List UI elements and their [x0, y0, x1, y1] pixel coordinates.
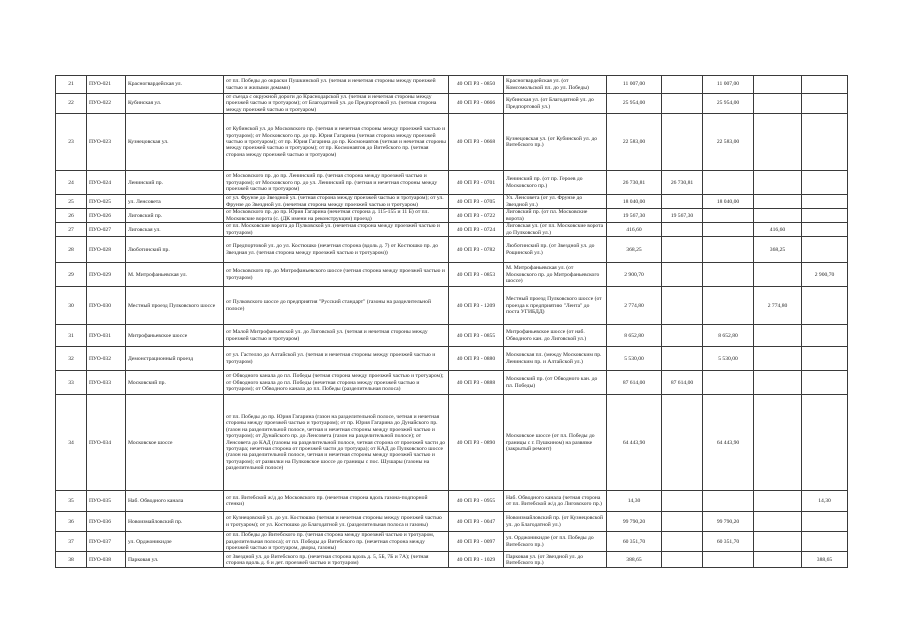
- row-number-cell: 28: [56, 237, 87, 263]
- row-number-cell: 22: [56, 94, 87, 114]
- total-area-cell: 416,60: [607, 223, 662, 237]
- area-category-3-cell: 368,25: [754, 237, 802, 263]
- area-category-2-cell: 18 040,00: [703, 195, 754, 209]
- row-code-cell: ПУО-037: [87, 532, 126, 552]
- total-area-cell: 14,30: [607, 491, 662, 512]
- road-name-cell: Лиговский пр.: [126, 209, 224, 223]
- registry-number-cell: 40 ОП РЗ - 0722: [449, 209, 504, 223]
- area-category-1-cell: [662, 263, 703, 287]
- area-category-4-cell: [802, 171, 848, 195]
- document-page: [55, 75, 847, 568]
- table-row: [56, 287, 848, 325]
- area-category-1-cell: [662, 94, 703, 114]
- road-name-cell: Люботинский пр.: [126, 237, 224, 263]
- row-code-cell: ПУО-024: [87, 171, 126, 195]
- area-category-2-cell: 5 530,00: [703, 347, 754, 371]
- area-category-2-cell: [703, 263, 754, 287]
- registry-number-cell: 40 ОП РЗ - 0890: [449, 395, 504, 491]
- registry-number-cell: 40 ОП РЗ - 0853: [449, 263, 504, 287]
- road-register-table: [55, 75, 848, 568]
- description-cell: от пл. Витебской ж/д до Московского пр. (нечетная сторона вдоль газона-подпорной стенки): [224, 491, 449, 512]
- registry-number-cell: 40 ОП РЗ - 0955: [449, 491, 504, 512]
- location-cell: Новоизмайловский пр. (от Кузнецовской ул. до Благодатной ул.): [504, 512, 607, 532]
- row-number-cell: 33: [56, 371, 87, 395]
- total-area-cell: 2 774,80: [607, 287, 662, 325]
- area-category-4-cell: [802, 237, 848, 263]
- description-cell: от Малой Митрофаньевской ул. до Лиговской ул. (четная и нечетная стороны между проезжей частью и тротуаром): [224, 325, 449, 347]
- area-category-3-cell: [754, 263, 802, 287]
- description-cell: от пл. Победы до Витебского пр. (четная сторона между проезжей частью и тротуаром, разделительная полоса); от пл. Победы до Витебского пр. (нечетная сторона между проезжей частью и тротуаром, дворы, газоны): [224, 532, 449, 552]
- registry-number-cell: 40 ОП РЗ - 0701: [449, 171, 504, 195]
- area-category-3-cell: [754, 347, 802, 371]
- location-cell: Местный проезд Пулковского шоссе (от проезда к предприятию "Лента" до поста УГИБДД): [504, 287, 607, 325]
- table-row: [56, 395, 848, 491]
- description-cell: от Московского пр. до пр. Юрия Гагарина (нечетная сторона д. 115-155 и 11 Б) от пл. Московские ворота (с. (ДК имени на реконструкции) проезд): [224, 209, 449, 223]
- table-row: [56, 237, 848, 263]
- area-category-4-cell: 14,30: [802, 491, 848, 512]
- table-row: [56, 347, 848, 371]
- row-code-cell: ПУО-027: [87, 223, 126, 237]
- area-category-1-cell: [662, 395, 703, 491]
- table-row: [56, 114, 848, 171]
- location-cell: Люботинский пр. (от Звездной ул. до Рощинской ул.): [504, 237, 607, 263]
- area-category-3-cell: [754, 171, 802, 195]
- row-number-cell: 25: [56, 195, 87, 209]
- registry-number-cell: 40 ОП РЗ - 0880: [449, 347, 504, 371]
- road-name-cell: Новоизмайловский пр.: [126, 512, 224, 532]
- table-row: [56, 512, 848, 532]
- road-name-cell: Местный проезд Пулковского шоссе: [126, 287, 224, 325]
- area-category-4-cell: 388,65: [802, 552, 848, 568]
- row-number-cell: 31: [56, 325, 87, 347]
- area-category-4-cell: [802, 114, 848, 171]
- total-area-cell: 8 652,80: [607, 325, 662, 347]
- location-cell: Парковая ул. (от Звездной ул. до Витебского пр.): [504, 552, 607, 568]
- area-category-2-cell: 25 954,00: [703, 94, 754, 114]
- registry-number-cell: 40 ОП РЗ - 0782: [449, 237, 504, 263]
- area-category-1-cell: 19 567,30: [662, 209, 703, 223]
- area-category-2-cell: 22 583,00: [703, 114, 754, 171]
- table-row: [56, 209, 848, 223]
- area-category-4-cell: [802, 532, 848, 552]
- total-area-cell: 25 954,00: [607, 94, 662, 114]
- area-category-2-cell: [703, 237, 754, 263]
- registry-number-cell: 40 ОП РЗ - 0705: [449, 195, 504, 209]
- row-code-cell: ПУО-022: [87, 94, 126, 114]
- road-name-cell: Кубинская ул.: [126, 94, 224, 114]
- road-name-cell: Лиговская ул.: [126, 223, 224, 237]
- row-code-cell: ПУО-034: [87, 395, 126, 491]
- registry-number-cell: 40 ОП РЗ - 0855: [449, 325, 504, 347]
- row-number-cell: 30: [56, 287, 87, 325]
- table-row: [56, 195, 848, 209]
- area-category-3-cell: [754, 371, 802, 395]
- road-name-cell: Наб. Обводного канала: [126, 491, 224, 512]
- area-category-1-cell: [662, 552, 703, 568]
- area-category-4-cell: [802, 371, 848, 395]
- description-cell: от Пулковского шоссе до предприятия "Русский стандарт" (газоны на разделительной полосе): [224, 287, 449, 325]
- area-category-4-cell: [802, 94, 848, 114]
- location-cell: Кубинская ул. (от Благодатной ул. до Предпортовой ул.): [504, 94, 607, 114]
- location-cell: М. Митрофаньевская ул. (от Московского пр. до Митрофаньевского шоссе): [504, 263, 607, 287]
- registry-number-cell: 40 ОП РЗ - 0666: [449, 94, 504, 114]
- area-category-3-cell: [754, 395, 802, 491]
- location-cell: Московское шоссе (от пл. Победы до границы с г. Пушкином) на развязке (закрытый ремонт): [504, 395, 607, 491]
- table-row: [56, 552, 848, 568]
- registry-number-cell: 40 ОП РЗ - 0888: [449, 371, 504, 395]
- area-category-2-cell: 64 443,90: [703, 395, 754, 491]
- total-area-cell: 87 614,00: [607, 371, 662, 395]
- description-cell: от ул. Гастелло до Алтайской ул. (четная и нечетная стороны между проезжей частью и тротуаром): [224, 347, 449, 371]
- row-number-cell: 35: [56, 491, 87, 512]
- row-code-cell: ПУО-023: [87, 114, 126, 171]
- total-area-cell: 5 530,00: [607, 347, 662, 371]
- table-row: [56, 325, 848, 347]
- total-area-cell: 19 567,30: [607, 209, 662, 223]
- road-name-cell: Кузнецовская ул.: [126, 114, 224, 171]
- road-name-cell: Московский пр.: [126, 371, 224, 395]
- area-category-3-cell: [754, 195, 802, 209]
- row-number-cell: 29: [56, 263, 87, 287]
- area-category-3-cell: [754, 532, 802, 552]
- row-number-cell: 26: [56, 209, 87, 223]
- area-category-1-cell: [662, 223, 703, 237]
- row-number-cell: 24: [56, 171, 87, 195]
- area-category-4-cell: 2 900,70: [802, 263, 848, 287]
- row-code-cell: ПУО-036: [87, 512, 126, 532]
- road-name-cell: ул. Ленсовета: [126, 195, 224, 209]
- area-category-2-cell: 99 790,20: [703, 512, 754, 532]
- description-cell: от Кубинской ул. до Московского пр. (четная и нечетная стороны между проезжей частью и тротуаром); от Московского пр. до пр. Юрия Гагарина (четная сторона между проезжей частью и тротуаром); от пр. Юрия Гагарина до пр. Космонавтов (четная и нечетная стороны между проезжей частью и тротуаром); от пр. Космонавтов до Витебского пр. (четная сторона между проезжей частью и тротуаром): [224, 114, 449, 171]
- area-category-2-cell: 60 351,70: [703, 532, 754, 552]
- row-code-cell: ПУО-021: [87, 76, 126, 94]
- road-name-cell: Красногвардейская ул.: [126, 76, 224, 94]
- table-row: [56, 94, 848, 114]
- table-row: [56, 371, 848, 395]
- area-category-4-cell: [802, 209, 848, 223]
- location-cell: Красногвардейская ул. (от Комсомольской пл. до ул. Победы): [504, 76, 607, 94]
- area-category-1-cell: [662, 532, 703, 552]
- area-category-1-cell: [662, 325, 703, 347]
- description-cell: от Звездной ул. до Витебского пр. (нечетная сторона вдоль д. 5, 5Б, 7Б и 7А); (четная сторона вдоль д. 6 и дет. проезжей частью и тротуаром): [224, 552, 449, 568]
- area-category-3-cell: [754, 209, 802, 223]
- table-row: [56, 532, 848, 552]
- area-category-2-cell: [703, 223, 754, 237]
- location-cell: Московский пр. (от Обводного кан. до пл. Победы): [504, 371, 607, 395]
- row-code-cell: ПУО-028: [87, 237, 126, 263]
- area-category-2-cell: [703, 209, 754, 223]
- total-area-cell: 11 007,00: [607, 76, 662, 94]
- area-category-3-cell: 2 774,80: [754, 287, 802, 325]
- location-cell: Московская пл. (между Московским пр. Ленинским пр. и Алтайской ул.): [504, 347, 607, 371]
- registry-number-cell: 40 ОП РЗ - 0047: [449, 512, 504, 532]
- area-category-1-cell: [662, 512, 703, 532]
- description-cell: от Кузнецовской ул. до ул. Костюшко (четная и нечетная стороны между проезжей частью и тротуаром); от ул. Костюшко до Благодатной ул. (разделительная полоса и газоны): [224, 512, 449, 532]
- row-code-cell: ПУО-038: [87, 552, 126, 568]
- description-cell: от пл. Победы до окраски Пушкинской ул. (четная и нечетная стороны между проезжей частью и жилыми домами): [224, 76, 449, 94]
- location-cell: Кузнецовская ул. (от Кубинской ул. до Витебского пр.): [504, 114, 607, 171]
- road-name-cell: Ленинский пр.: [126, 171, 224, 195]
- area-category-4-cell: [802, 512, 848, 532]
- total-area-cell: 388,65: [607, 552, 662, 568]
- area-category-3-cell: [754, 325, 802, 347]
- area-category-1-cell: [662, 347, 703, 371]
- description-cell: от Предпортовой ул. до ул. Костюшко (нечетная сторона (вдоль д. 7) от Костюшко пр. до Звездная ул. (четная сторона между проезжей частью и тротуаром)): [224, 237, 449, 263]
- registry-number-cell: 40 ОП РЗ - 1029: [449, 552, 504, 568]
- total-area-cell: 99 790,20: [607, 512, 662, 532]
- description-cell: от Обводного канала до пл. Победы (четная сторона между проезжей частью и тротуаром); от Обводного канала до пл. Победы (нечетная сторона между проезжей частью и тротуаром); от Обводного канала до пл. Победы (разделительная полоса): [224, 371, 449, 395]
- area-category-1-cell: 87 614,00: [662, 371, 703, 395]
- table-row: [56, 263, 848, 287]
- road-name-cell: Парковая ул.: [126, 552, 224, 568]
- description-cell: от пл. Московские ворота до Пулковской ул. (нечетная сторона между проезжей частью и тротуаром): [224, 223, 449, 237]
- total-area-cell: 22 583,00: [607, 114, 662, 171]
- total-area-cell: 26 730,81: [607, 171, 662, 195]
- description-cell: от пл. Победы до пр. Юрия Гагарина (газон на разделительной полосе, четная и нечетная стороны между проезжей частью и тротуаром); от пр. Юрия Гагарина до Дунайского пр. (газон на разделительной полосе, четная и нечетная стороны между проезжей частью и тротуаром); от Дунайского пр. до Ленсовета (газон на разделительной полосе); от Ленсовета до КАД (газоны на разделительной полосе, четная сторона от проезжей части до тротуара; нечетная сторона от проезжей части до тротуара); от КАД до Пулковского шоссе (газон на разделительной полосе, четная и нечетная стороны между проезжей частью и тротуаром); от развилки на Пулковское шоссе до границы с пос. Шушары (газоны на разделительной полосе): [224, 395, 449, 491]
- area-category-3-cell: [754, 76, 802, 94]
- location-cell: ул. Орджоникидзе (от пл. Победы до Витебского пр.): [504, 532, 607, 552]
- total-area-cell: 2 900,70: [607, 263, 662, 287]
- table-row: [56, 171, 848, 195]
- road-name-cell: Митрофаньевское шоссе: [126, 325, 224, 347]
- location-cell: Ул. Ленсовета (от ул. Фрунзе до Звездной ул.): [504, 195, 607, 209]
- row-code-cell: ПУО-025: [87, 195, 126, 209]
- area-category-3-cell: 416,60: [754, 223, 802, 237]
- area-category-4-cell: [802, 395, 848, 491]
- road-name-cell: Московское шоссе: [126, 395, 224, 491]
- area-category-2-cell: [703, 491, 754, 512]
- row-number-cell: 21: [56, 76, 87, 94]
- area-category-3-cell: [754, 94, 802, 114]
- row-number-cell: 38: [56, 552, 87, 568]
- area-category-1-cell: [662, 491, 703, 512]
- registry-number-cell: 40 ОП РЗ - 0097: [449, 532, 504, 552]
- area-category-4-cell: [802, 223, 848, 237]
- row-code-cell: ПУО-033: [87, 371, 126, 395]
- area-category-2-cell: 11 007,00: [703, 76, 754, 94]
- row-code-cell: ПУО-035: [87, 491, 126, 512]
- location-cell: Лиговский пр. (от пл. Московские ворота): [504, 209, 607, 223]
- area-category-2-cell: [703, 287, 754, 325]
- description-cell: от съезда с окружной дороги до Краснодарской ул. (четная и нечетная стороны между проезжей частью и тротуаром); от Благодатной ул. до Предпортовой ул. (четная сторона между проезжей частью и тротуаром): [224, 94, 449, 114]
- area-category-1-cell: [662, 114, 703, 171]
- description-cell: от Московского пр. до Митрофаньевского шоссе (четная сторона между проезжей частью и тротуаром): [224, 263, 449, 287]
- row-code-cell: ПУО-032: [87, 347, 126, 371]
- area-category-2-cell: [703, 371, 754, 395]
- location-cell: Ленинский пр. (от пр. Героев до Московского пр.): [504, 171, 607, 195]
- area-category-1-cell: [662, 76, 703, 94]
- area-category-1-cell: [662, 195, 703, 209]
- row-number-cell: 34: [56, 395, 87, 491]
- row-number-cell: 36: [56, 512, 87, 532]
- location-cell: Наб. Обводного канала (четная сторона от пл. Витебской ж/д до Лиговского пр.): [504, 491, 607, 512]
- road-name-cell: Демонстрационный проезд: [126, 347, 224, 371]
- area-category-4-cell: [802, 195, 848, 209]
- area-category-4-cell: [802, 325, 848, 347]
- area-category-3-cell: [754, 512, 802, 532]
- row-code-cell: ПУО-029: [87, 263, 126, 287]
- table-row: [56, 76, 848, 94]
- area-category-3-cell: [754, 114, 802, 171]
- row-code-cell: ПУО-026: [87, 209, 126, 223]
- total-area-cell: 64 443,90: [607, 395, 662, 491]
- area-category-1-cell: [662, 237, 703, 263]
- road-name-cell: М. Митрофаньевская ул.: [126, 263, 224, 287]
- row-number-cell: 32: [56, 347, 87, 371]
- total-area-cell: 60 351,70: [607, 532, 662, 552]
- area-category-4-cell: [802, 287, 848, 325]
- description-cell: от Московского пр. до пр. Ленинский пр. (четная сторона между проезжей частью и тротуаром); от Московского пр. до ул. Ленинский пр. (четная и нечетная стороны между проезжей частью и тротуаром): [224, 171, 449, 195]
- area-category-1-cell: 26 730,81: [662, 171, 703, 195]
- location-cell: Митрофаньевское шоссе (от наб. Обводного кан. до Лиговской ул.): [504, 325, 607, 347]
- row-code-cell: ПУО-030: [87, 287, 126, 325]
- area-category-1-cell: [662, 287, 703, 325]
- total-area-cell: 368,25: [607, 237, 662, 263]
- area-category-2-cell: [703, 171, 754, 195]
- row-number-cell: 23: [56, 114, 87, 171]
- area-category-3-cell: [754, 491, 802, 512]
- row-number-cell: 27: [56, 223, 87, 237]
- row-number-cell: 37: [56, 532, 87, 552]
- registry-number-cell: 40 ОП РЗ - 0724: [449, 223, 504, 237]
- road-name-cell: ул. Орджоникидзе: [126, 532, 224, 552]
- table-row: [56, 223, 848, 237]
- total-area-cell: 18 040,00: [607, 195, 662, 209]
- area-category-4-cell: [802, 76, 848, 94]
- table-row: [56, 491, 848, 512]
- area-category-3-cell: [754, 552, 802, 568]
- location-cell: Лиговская ул. (от пл. Московские ворота до Пулковской ул.): [504, 223, 607, 237]
- area-category-4-cell: [802, 347, 848, 371]
- registry-number-cell: 40 ОП РЗ - 1209: [449, 287, 504, 325]
- registry-number-cell: 40 ОП РЗ - 0850: [449, 76, 504, 94]
- registry-number-cell: 40 ОП РЗ - 0668: [449, 114, 504, 171]
- area-category-2-cell: [703, 552, 754, 568]
- row-code-cell: ПУО-031: [87, 325, 126, 347]
- description-cell: от ул. Фрунзе до Звездной ул. (четная сторона между проезжей частью и тротуаром); от ул. Фрунзе до Звездной ул. (нечетная сторона между проезжей частью и тротуаром): [224, 195, 449, 209]
- area-category-2-cell: 8 652,80: [703, 325, 754, 347]
